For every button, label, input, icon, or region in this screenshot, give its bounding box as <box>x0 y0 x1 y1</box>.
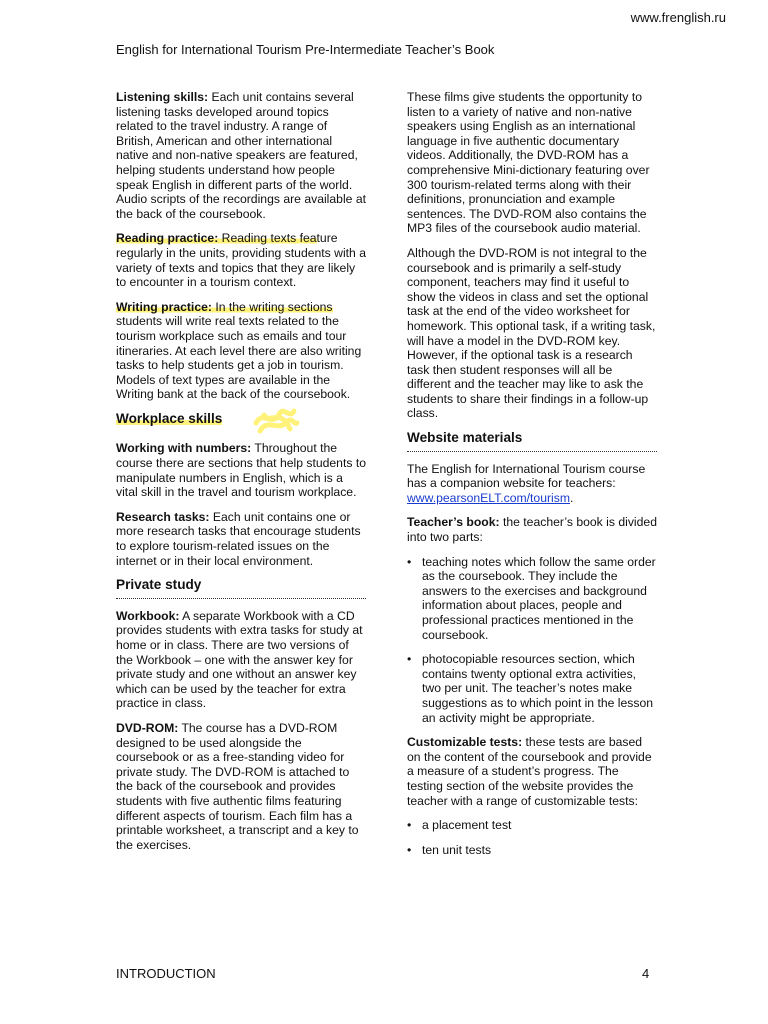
website-link[interactable]: www.pearsonELT.com/tourism <box>407 490 571 505</box>
website-materials-heading: Website materials <box>407 431 657 452</box>
working-with-numbers-paragraph: Working with numbers: Throughout the course there are sections that help students to manipulate numbers in English, which is a vital skill in the travel and tourism workplace. <box>116 441 366 500</box>
highlighter-scribble-icon <box>250 403 300 437</box>
listening-skills-paragraph: Listening skills: Each unit contains several listening tasks developed around topics related to the travel industry. A range of British, American and other international native and non-native speakers are featured, helping students understand how people speak English in different parts of the world. Audio scripts of the recordings are available at the back of the coursebook. <box>116 90 366 221</box>
research-tasks-paragraph: Research tasks: Each unit contains one or more research tasks that encourage students to explore tourism-related issues on the internet or in their local environment. <box>116 509 361 568</box>
teachers-book-list <box>407 555 657 726</box>
bullet-icon: • <box>407 818 412 833</box>
bullet-icon: • <box>407 652 412 667</box>
list-item: • ten unit tests <box>407 842 492 857</box>
bullet-icon: • <box>407 842 412 857</box>
dvd-rom-paragraph: DVD-ROM: The course has a DVD-ROM designed to be used alongside the coursebook or as a free-standing video for private study. The DVD-ROM is attached to the back of the coursebook and provides students with five authentic films featuring different aspects of tourism. Each film has a printable worksheet, a transcript and a key to the exercises. <box>116 720 359 852</box>
list-item: • teaching notes which follow the same order as the coursebook. They include the answers to the exercises and background information about places, people and professional practices mentioned in the coursebook. <box>407 554 656 642</box>
reading-practice-label: Reading practice: <box>116 231 219 246</box>
website-paragraph: The English for International Tourism course has a companion website for teachers: www.pearsonELT.com/tourism. <box>407 461 646 505</box>
films-paragraph: These films give students the opportunity to listen to a variety of native and non-native speakers using English as an international language in five authentic documentary videos. Additionally, the DVD-ROM has a comprehensive Mini-dictionary featuring over 300 tourism-related terms along with their definitions, pronunciation and example sentences. The DVD-ROM also contains the MP3 files of the coursebook audio material. <box>407 90 650 236</box>
teachers-book-paragraph: Teacher’s book: the teacher’s book is divided into two parts: <box>407 515 657 545</box>
list-item: • a placement test <box>407 818 512 833</box>
site-url: www.frenglish.ru <box>630 10 726 25</box>
writing-practice-label: Writing practice: <box>116 299 212 314</box>
dvd-integral-paragraph: Although the DVD-ROM is not integral to the coursebook and is primarily a self-study component, teachers may find it useful to show the videos in class and set the optional task at the end of the video worksheet for homework. This optional task, if a writing task, will have a model in the DVD-ROM key. However, if the optional task is a research task then student responses will all be different and the teacher may like to ask the students to share their findings in a follow-up class. <box>407 245 656 421</box>
list-item: • photocopiable resources section, which contains twenty optional extra activities, two per unit. The teacher’s notes make suggestions as to which point in the lesson an activity might be appropriate. <box>407 652 654 725</box>
writing-highlight: Writing practice: In the writing sections <box>116 299 333 314</box>
bullet-icon: • <box>407 554 412 569</box>
customizable-tests-paragraph: Customizable tests: these tests are based on the content of the coursebook and provide a measure of a student’s progress. The testing section of the website provides the teacher with a range of customizable tests: <box>407 735 652 808</box>
reading-highlight: Reading practice: Reading texts fea <box>116 231 317 246</box>
running-head: English for International Tourism Pre-Intermediate Teacher’s Book <box>116 42 495 57</box>
tests-list <box>407 818 657 857</box>
right-column <box>407 90 657 867</box>
workbook-label: Workbook: <box>116 608 180 623</box>
writing-practice-paragraph: Writing practice: In the writing sections students will write real texts related to the tourism workplace such as emails and tour itineraries. At each level there are also writing tasks to help students get a job in tourism. Models of text types are available in the Writing bank at the back of the coursebook. <box>116 299 362 402</box>
private-study-heading: Private study <box>116 578 366 599</box>
page-number: 4 <box>642 966 650 981</box>
workbook-paragraph: Workbook: A separate Workbook with a CD provides students with extra tasks for study at home or in class. There are two versions of the Workbook – one with the answer key for private study and one without an answer key which can be used by the teacher for extra practice in class. <box>116 608 363 711</box>
customizable-tests-label: Customizable tests: <box>407 735 523 750</box>
reading-practice-paragraph: Reading practice: Reading texts feature regularly in the units, providing students with a variety of texts and topics that they are likely to encounter in a tourism context. <box>116 231 366 290</box>
teachers-book-label: Teacher’s book: <box>407 515 500 530</box>
footer-section-label: INTRODUCTION <box>116 966 216 981</box>
working-with-numbers-label: Working with numbers: <box>116 441 252 456</box>
workplace-skills-heading: Workplace skills <box>116 412 366 432</box>
listening-skills-label: Listening skills: <box>116 90 209 104</box>
research-tasks-label: Research tasks: <box>116 509 210 524</box>
left-column <box>116 90 366 862</box>
dvd-rom-label: DVD-ROM: <box>116 720 179 735</box>
